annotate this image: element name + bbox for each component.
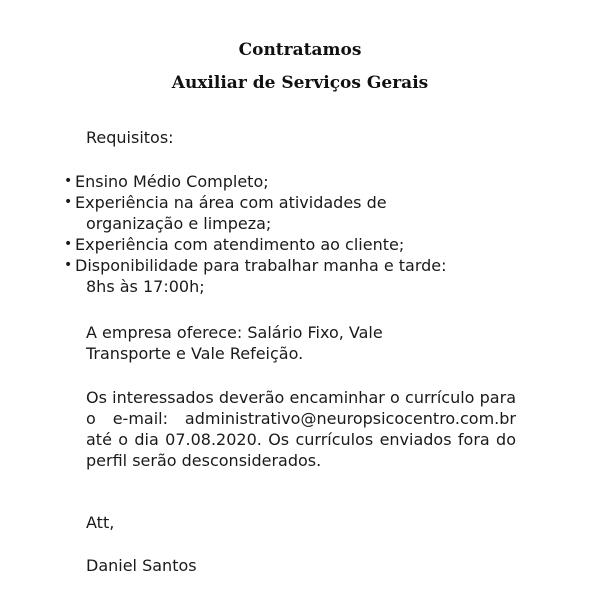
bullet-icon: • <box>64 173 73 189</box>
offer-line: A empresa oferece: Salário Fixo, Vale <box>86 323 383 342</box>
bullet-icon: • <box>64 194 73 210</box>
requirement-text: Experiência na área com atividades de <box>75 193 387 212</box>
requirement-item <box>64 255 544 297</box>
requirements-heading: Requisitos: <box>86 128 174 147</box>
requirement-continuation: 8hs às 17:00h; <box>86 277 205 296</box>
offer-line: Transporte e Vale Refeição. <box>86 344 304 363</box>
requirements-list <box>64 171 544 297</box>
requirement-item <box>64 192 544 234</box>
signature-name: Daniel Santos <box>86 556 197 575</box>
requirement-text: Ensino Médio Completo; <box>75 172 269 191</box>
job-position-title: Auxiliar de Serviços Gerais <box>171 73 429 93</box>
posting-title: Contratamos <box>238 40 362 60</box>
requirement-item <box>64 234 544 255</box>
application-instructions: Os interessados deverão encaminhar o currículo para o e-mail: administrativo@neuropsicocentro.com.br até o dia 07.08.2020. Os currículos enviados fora do perfil serão desconsiderados. <box>86 388 516 470</box>
requirement-text: Disponibilidade para trabalhar manha e tarde: <box>75 256 447 275</box>
closing-salutation: Att, <box>86 513 115 532</box>
offer-paragraph <box>86 322 516 364</box>
bullet-icon: • <box>64 257 73 273</box>
bullet-icon: • <box>64 236 73 252</box>
requirement-continuation: organização e limpeza; <box>86 214 272 233</box>
requirement-item <box>64 171 544 192</box>
requirement-text: Experiência com atendimento ao cliente; <box>75 235 405 254</box>
